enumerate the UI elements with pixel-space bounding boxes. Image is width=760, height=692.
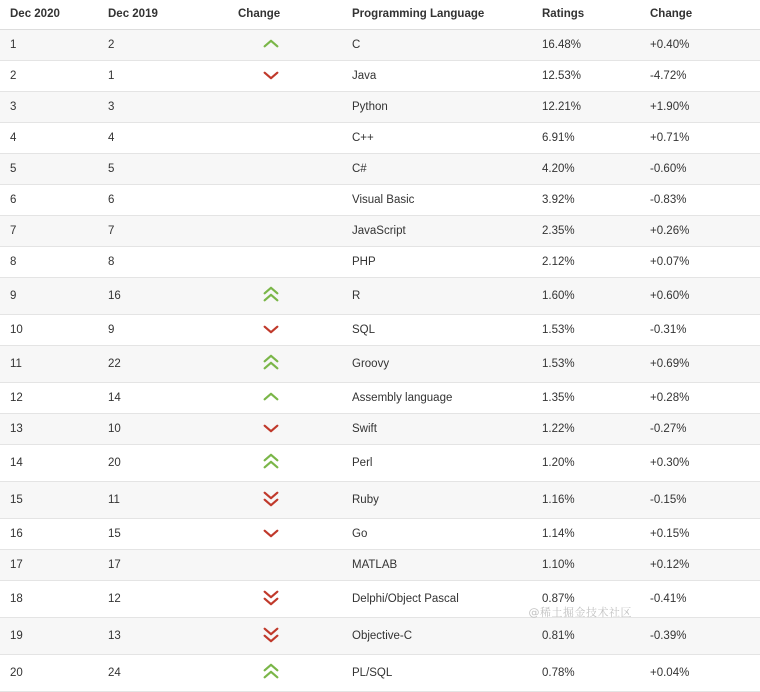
cell-rank-current: 3: [0, 92, 98, 123]
cell-ratings: 1.35%: [532, 383, 640, 414]
cell-rank-previous: 5: [98, 154, 228, 185]
chevron-up-double-icon: [260, 286, 282, 303]
table-row: [0, 346, 760, 383]
cell-change-arrow: [228, 445, 342, 482]
cell-language: Ruby: [342, 482, 532, 519]
cell-rank-current: 19: [0, 618, 98, 655]
cell-change-pct: -0.15%: [640, 482, 760, 519]
cell-rank-current: 5: [0, 154, 98, 185]
cell-rank-current: 9: [0, 278, 98, 315]
cell-change-arrow: [228, 315, 342, 346]
cell-change-arrow: [228, 278, 342, 315]
cell-change-arrow: [228, 482, 342, 519]
cell-language: C: [342, 30, 532, 61]
cell-language: Java: [342, 61, 532, 92]
chevron-up-double-icon: [260, 663, 282, 680]
cell-change-pct: -0.27%: [640, 414, 760, 445]
cell-rank-current: 10: [0, 315, 98, 346]
table-row: [0, 414, 760, 445]
cell-language: R: [342, 278, 532, 315]
cell-rank-current: 20: [0, 655, 98, 692]
cell-rank-current: 13: [0, 414, 98, 445]
cell-change-pct: +0.26%: [640, 216, 760, 247]
table-row: [0, 315, 760, 346]
cell-change-arrow: [228, 383, 342, 414]
column-header-change-pct: Change: [640, 0, 760, 30]
cell-change-arrow: [228, 61, 342, 92]
cell-change-arrow: [228, 247, 342, 278]
cell-ratings: 0.78%: [532, 655, 640, 692]
cell-language: Visual Basic: [342, 185, 532, 216]
cell-rank-current: 8: [0, 247, 98, 278]
table-row: [0, 154, 760, 185]
cell-change-pct: +0.04%: [640, 655, 760, 692]
cell-change-arrow: [228, 414, 342, 445]
cell-rank-previous: 6: [98, 185, 228, 216]
table-header-row: [0, 0, 760, 30]
table-row: [0, 61, 760, 92]
cell-ratings: 1.16%: [532, 482, 640, 519]
cell-change-pct: +0.30%: [640, 445, 760, 482]
table-row: [0, 519, 760, 550]
cell-rank-previous: 24: [98, 655, 228, 692]
cell-change-arrow: [228, 655, 342, 692]
watermark: @稀土掘金技术社区: [528, 606, 632, 619]
chevron-up-double-icon: [260, 453, 282, 470]
cell-change-pct: +0.07%: [640, 247, 760, 278]
cell-ratings: 1.53%: [532, 346, 640, 383]
cell-ratings: 3.92%: [532, 185, 640, 216]
cell-rank-previous: 12: [98, 581, 228, 618]
cell-language: SQL: [342, 315, 532, 346]
cell-language: Swift: [342, 414, 532, 445]
chevron-up-icon: [260, 392, 282, 402]
table-row: [0, 445, 760, 482]
cell-rank-previous: 9: [98, 315, 228, 346]
cell-ratings: 12.53%: [532, 61, 640, 92]
cell-language: Go: [342, 519, 532, 550]
cell-language: Assembly language: [342, 383, 532, 414]
table-row: [0, 618, 760, 655]
chevron-down-icon: [260, 70, 282, 80]
cell-change-pct: -0.41%: [640, 581, 760, 618]
cell-rank-previous: 1: [98, 61, 228, 92]
column-header-rank-previous: Dec 2019: [98, 0, 228, 30]
cell-ratings: 12.21%: [532, 92, 640, 123]
cell-rank-previous: 8: [98, 247, 228, 278]
chevron-down-icon: [260, 528, 282, 538]
cell-change-pct: +0.12%: [640, 550, 760, 581]
cell-change-pct: +0.60%: [640, 278, 760, 315]
cell-change-arrow: [228, 216, 342, 247]
cell-ratings: 0.87%: [532, 581, 640, 618]
cell-rank-current: 11: [0, 346, 98, 383]
cell-ratings: 1.10%: [532, 550, 640, 581]
cell-rank-current: 17: [0, 550, 98, 581]
cell-language: Perl: [342, 445, 532, 482]
cell-ratings: 1.14%: [532, 519, 640, 550]
chevron-down-icon: [260, 324, 282, 334]
cell-ratings: 6.91%: [532, 123, 640, 154]
cell-language: MATLAB: [342, 550, 532, 581]
cell-ratings: 2.35%: [532, 216, 640, 247]
cell-rank-current: 1: [0, 30, 98, 61]
cell-rank-current: 14: [0, 445, 98, 482]
cell-language: PL/SQL: [342, 655, 532, 692]
chevron-down-double-icon: [260, 490, 282, 507]
cell-change-arrow: [228, 185, 342, 216]
column-header-rank-current: Dec 2020: [0, 0, 98, 30]
cell-rank-previous: 16: [98, 278, 228, 315]
table-row: [0, 92, 760, 123]
cell-change-pct: +0.71%: [640, 123, 760, 154]
cell-language: C++: [342, 123, 532, 154]
cell-rank-current: 2: [0, 61, 98, 92]
cell-rank-previous: 17: [98, 550, 228, 581]
cell-change-pct: -0.83%: [640, 185, 760, 216]
chevron-down-double-icon: [260, 626, 282, 643]
table-header: [0, 0, 760, 30]
cell-rank-previous: 2: [98, 30, 228, 61]
cell-change-arrow: [228, 581, 342, 618]
table-row: [0, 278, 760, 315]
cell-change-pct: +0.15%: [640, 519, 760, 550]
cell-change-pct: +0.28%: [640, 383, 760, 414]
cell-rank-previous: 13: [98, 618, 228, 655]
chevron-down-icon: [260, 423, 282, 433]
cell-ratings: 2.12%: [532, 247, 640, 278]
cell-language: JavaScript: [342, 216, 532, 247]
cell-ratings: 1.22%: [532, 414, 640, 445]
cell-rank-current: 15: [0, 482, 98, 519]
cell-language: Objective-C: [342, 618, 532, 655]
cell-change-pct: +0.40%: [640, 30, 760, 61]
cell-ratings: 4.20%: [532, 154, 640, 185]
table-row: [0, 581, 760, 618]
cell-language: Groovy: [342, 346, 532, 383]
chevron-up-icon: [260, 39, 282, 49]
chevron-up-double-icon: [260, 354, 282, 371]
cell-rank-previous: 20: [98, 445, 228, 482]
cell-change-arrow: [228, 618, 342, 655]
cell-rank-current: 18: [0, 581, 98, 618]
cell-change-arrow: [228, 92, 342, 123]
table-row: [0, 383, 760, 414]
cell-rank-current: 4: [0, 123, 98, 154]
cell-change-pct: +1.90%: [640, 92, 760, 123]
cell-change-arrow: [228, 519, 342, 550]
chevron-down-double-icon: [260, 589, 282, 606]
table-row: [0, 30, 760, 61]
cell-rank-current: 7: [0, 216, 98, 247]
cell-rank-previous: 10: [98, 414, 228, 445]
cell-language: PHP: [342, 247, 532, 278]
cell-change-pct: -0.39%: [640, 618, 760, 655]
column-header-ratings: Ratings: [532, 0, 640, 30]
column-header-change-arrow: Change: [228, 0, 342, 30]
cell-language: C#: [342, 154, 532, 185]
cell-rank-current: 6: [0, 185, 98, 216]
table-row: [0, 123, 760, 154]
cell-rank-current: 16: [0, 519, 98, 550]
column-header-language: Programming Language: [342, 0, 532, 30]
cell-rank-previous: 3: [98, 92, 228, 123]
cell-change-arrow: [228, 550, 342, 581]
cell-language: Python: [342, 92, 532, 123]
table-row: [0, 247, 760, 278]
table-row: [0, 655, 760, 692]
cell-change-arrow: [228, 123, 342, 154]
cell-change-arrow: [228, 30, 342, 61]
cell-ratings: 1.20%: [532, 445, 640, 482]
cell-change-pct: -4.72%: [640, 61, 760, 92]
cell-rank-previous: 4: [98, 123, 228, 154]
cell-rank-current: 12: [0, 383, 98, 414]
cell-ratings: 1.60%: [532, 278, 640, 315]
cell-change-pct: -0.31%: [640, 315, 760, 346]
cell-change-arrow: [228, 346, 342, 383]
cell-language: Delphi/Object Pascal: [342, 581, 532, 618]
cell-ratings: 0.81%: [532, 618, 640, 655]
cell-change-arrow: [228, 154, 342, 185]
cell-rank-previous: 14: [98, 383, 228, 414]
table-row: [0, 550, 760, 581]
cell-rank-previous: 15: [98, 519, 228, 550]
cell-change-pct: -0.60%: [640, 154, 760, 185]
cell-ratings: 16.48%: [532, 30, 640, 61]
cell-rank-previous: 22: [98, 346, 228, 383]
cell-ratings: 1.53%: [532, 315, 640, 346]
table-row: [0, 216, 760, 247]
cell-rank-previous: 7: [98, 216, 228, 247]
cell-change-pct: +0.69%: [640, 346, 760, 383]
table-row: [0, 482, 760, 519]
table-body: [0, 30, 760, 692]
table-row: [0, 185, 760, 216]
cell-rank-previous: 11: [98, 482, 228, 519]
